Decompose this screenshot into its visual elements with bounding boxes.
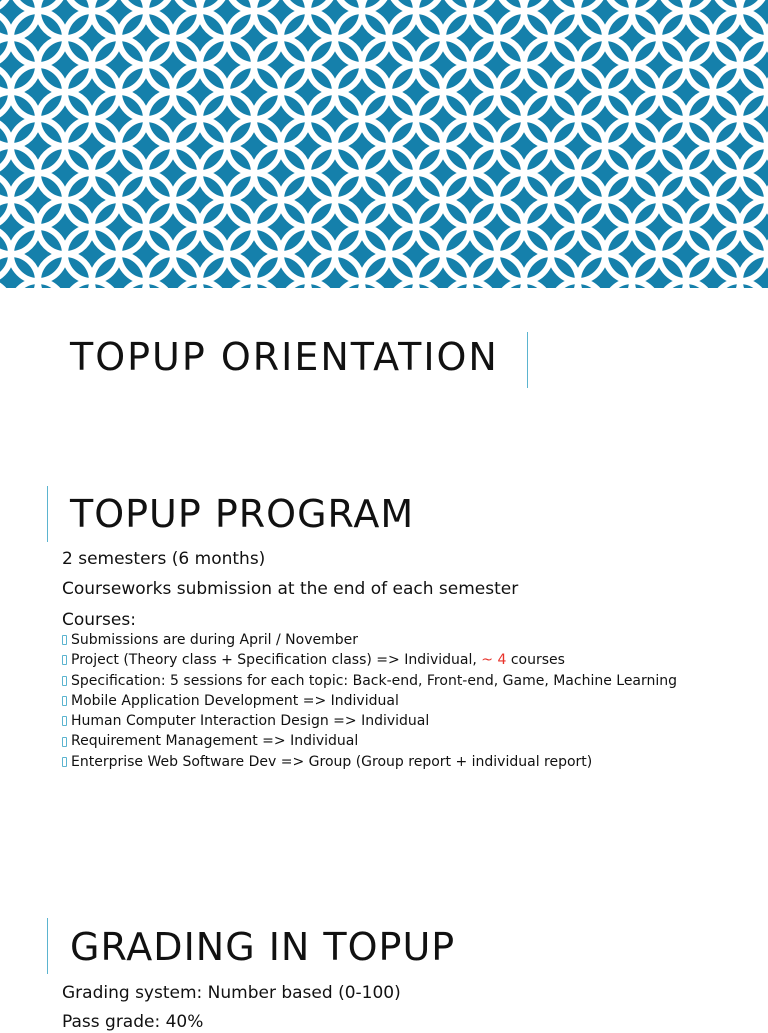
section-accent-line: [47, 486, 48, 542]
program-line-semesters: 2 semesters (6 months): [62, 549, 266, 569]
highlight-count: ~ 4: [481, 652, 507, 669]
list-item: [62, 752, 677, 772]
list-item: [62, 711, 677, 731]
bullet-icon: [62, 696, 67, 706]
bullet-icon: [62, 635, 67, 645]
program-line-courses: Courses:: [62, 610, 136, 630]
bullet-icon: [62, 737, 67, 747]
banner-pattern: [0, 0, 768, 288]
list-item: [62, 691, 677, 711]
bullet-icon: [62, 676, 67, 686]
list-item-text: Mobile Application Development => Individual: [71, 692, 399, 709]
list-item: [62, 630, 677, 650]
grading-line-system: Grading system: Number based (0-100): [62, 983, 401, 1003]
list-item-text: Human Computer Interaction Design => Individual: [71, 713, 430, 730]
list-item-text: Submissions are during April / November: [71, 632, 358, 648]
program-title: TOPUP PROGRAM: [70, 492, 415, 536]
slide-title: TOPUP ORIENTATION: [70, 335, 499, 379]
section-accent-line: [47, 918, 48, 974]
title-accent-line: [527, 332, 528, 388]
bullet-icon: [62, 716, 67, 726]
list-item-text: Specification: 5 sessions for each topic: Back-end, Front-end, Game, Machine Learning: [71, 672, 678, 689]
list-item-text: Enterprise Web Software Dev => Group (Group report + individual report): [71, 753, 593, 770]
bullet-icon: [62, 655, 67, 665]
grading-line-pass: Pass grade: 40%: [62, 1012, 204, 1032]
list-item-text: Project (Theory class + Specification class) => Individual, ~ 4 courses: [71, 652, 565, 669]
list-item: [62, 650, 677, 670]
list-item: [62, 671, 677, 691]
course-list: [62, 630, 677, 772]
grading-title: GRADING IN TOPUP: [70, 925, 456, 969]
list-item: [62, 731, 677, 751]
program-line-submission: Courseworks submission at the end of each semester: [62, 579, 519, 599]
list-item-text: Requirement Management => Individual: [71, 733, 359, 750]
bullet-icon: [62, 757, 67, 767]
